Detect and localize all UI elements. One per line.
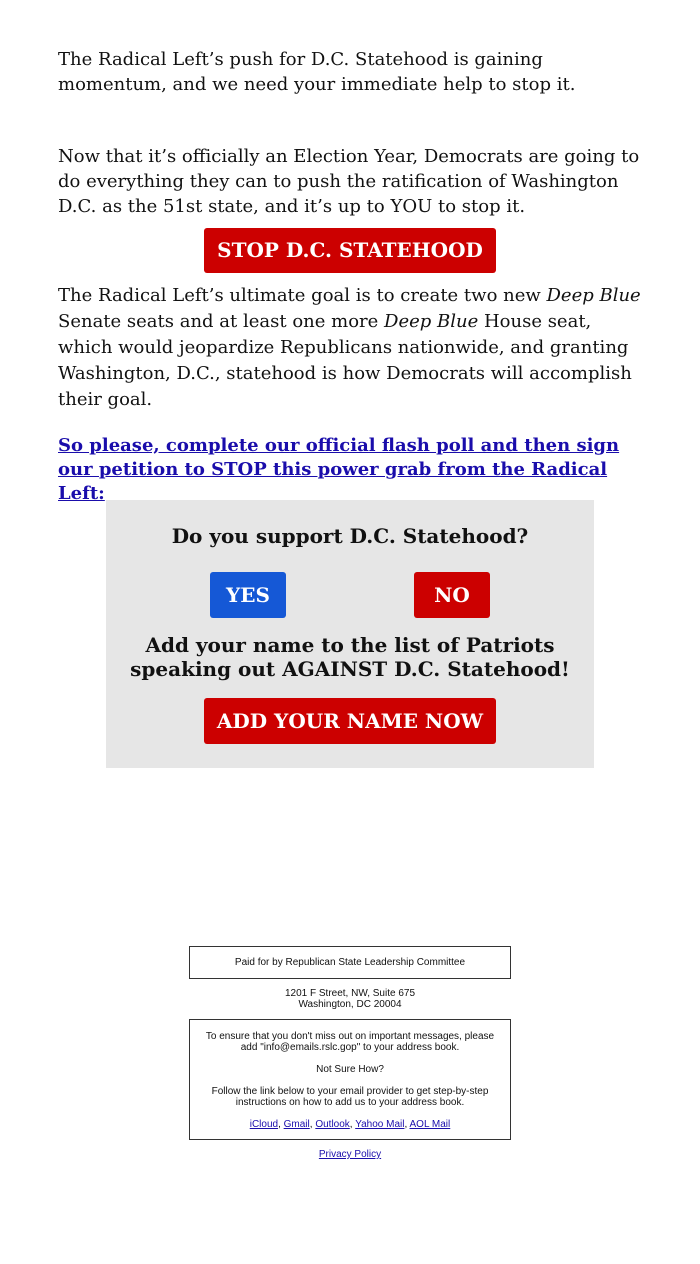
no-button[interactable]: NO <box>414 572 490 618</box>
petition-cta-line-1: Add your name to the list of Patriots <box>145 633 555 657</box>
gmail-link[interactable]: Gmail <box>283 1119 310 1130</box>
yahoo-mail-link[interactable]: Yahoo Mail <box>355 1119 405 1130</box>
deep-blue-emphasis: Deep Blue <box>546 285 641 306</box>
goal-text-e: House seat, which would jeopardize Republicans nationwide, and granting Washington, D.C., statehood is how Democrats will accomplish their goal. <box>58 311 632 410</box>
address-line-1: 1201 F Street, NW, Suite 675 <box>284 988 416 999</box>
add-your-name-button[interactable]: ADD YOUR NAME NOW <box>204 698 496 744</box>
outlook-link[interactable]: Outlook <box>315 1119 350 1130</box>
privacy-policy-link[interactable]: Privacy Policy <box>318 1149 382 1160</box>
yes-button[interactable]: YES <box>210 572 286 618</box>
follow-instructions: Follow the link below to your email provider to get step-by-step instructions on how to add us to your address book. <box>211 1086 489 1108</box>
intro-paragraph-1: The Radical Left’s push for D.C. Statehood is gaining momentum, and we need your immediate help to stop it. <box>58 49 576 95</box>
not-sure-how-label: Not Sure How? <box>316 1064 384 1075</box>
poll-petition-link[interactable]: So please, complete our official flash poll and then sign our petition to STOP this power grab from the Radical Left: <box>58 435 620 504</box>
provider-links: iCloud, Gmail, Outlook, Yahoo Mail, AOL Mail <box>249 1119 451 1130</box>
paid-for-disclaimer: Paid for by Republican State Leadership Committee <box>189 946 511 979</box>
goal-text-c: Senate seats and at least one more <box>58 311 385 332</box>
poll-box <box>106 500 594 768</box>
stop-statehood-button[interactable]: STOP D.C. STATEHOOD <box>204 228 496 273</box>
privacy-policy-wrapper <box>189 1149 511 1160</box>
petition-cta-line-2: speaking out AGAINST D.C. Statehood! <box>130 657 570 681</box>
goal-paragraph <box>58 283 643 413</box>
icloud-link[interactable]: iCloud <box>249 1119 279 1130</box>
mailing-address <box>189 988 511 1010</box>
intro-paragraph-2: Now that it’s officially an Election Year, Democrats are going to do everything they can to push the ratification of Washington D.C. as the 51st state, and it’s up to YOU to stop it. <box>58 146 640 217</box>
aol-mail-link[interactable]: AOL Mail <box>409 1119 451 1130</box>
goal-text-a: The Radical Left’s ultimate goal is to create two new <box>58 285 547 306</box>
petition-cta <box>106 633 594 681</box>
poll-question: Do you support D.C. Statehood? <box>171 524 529 548</box>
deep-blue-emphasis: Deep Blue <box>384 311 479 332</box>
address-book-info <box>189 1019 511 1140</box>
address-book-message: To ensure that you don't miss out on important messages, please add "info@emails.rslc.gop" to your address book. <box>205 1031 495 1053</box>
address-line-2: Washington, DC 20004 <box>298 999 402 1010</box>
